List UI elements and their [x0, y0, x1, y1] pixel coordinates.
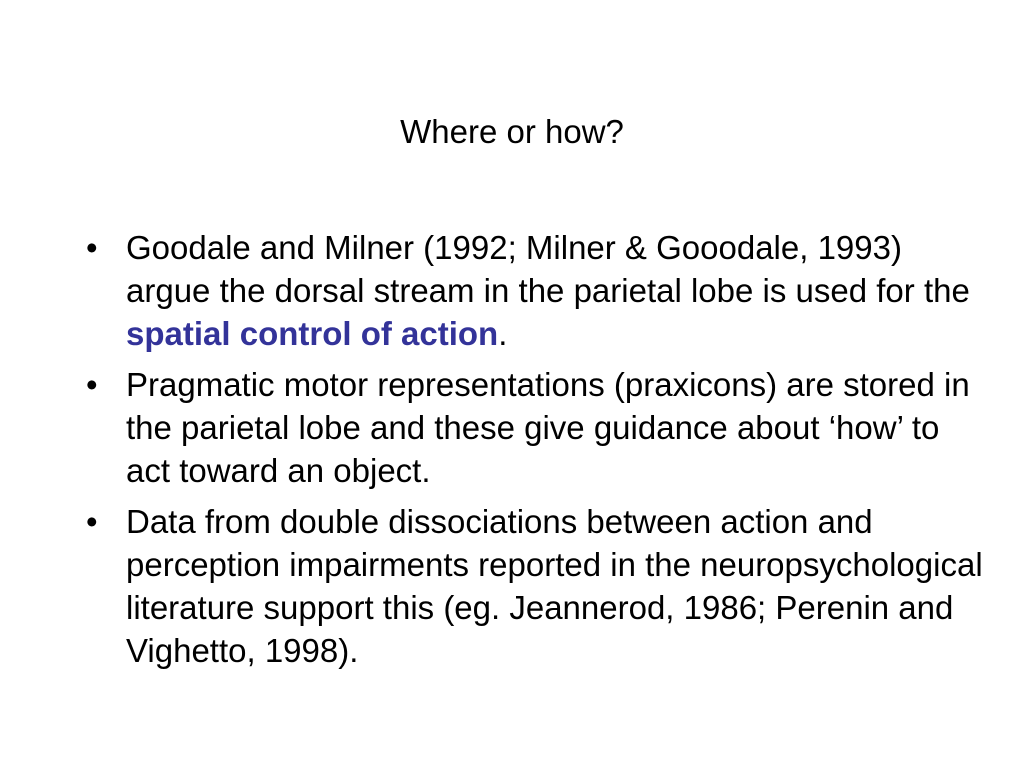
bullet-marker: •	[86, 366, 98, 403]
bullet-2-text: Pragmatic motor representations (praxicons) are stored in the parietal lobe and these give guidance about ‘how’ to act toward an object.	[126, 366, 970, 489]
bullet-item-3	[86, 500, 986, 672]
bullet-list	[86, 226, 986, 680]
bullet-3-text: Data from double dissociations between action and perception impairments reported in the neuropsychological literature support this (eg. Jeannerod, 1986; Perenin and Vighetto, 1998).	[126, 503, 983, 669]
bullet-marker: •	[86, 503, 98, 540]
bullet-marker: •	[86, 229, 98, 266]
slide-title: Where or how?	[400, 113, 624, 150]
bullet-item-2	[86, 363, 986, 492]
bullet-1-emphasis: spatial control of action	[126, 315, 499, 352]
bullet-item-1	[86, 226, 986, 355]
bullet-1-text-end: .	[498, 315, 508, 352]
bullet-1-text: Goodale and Milner (1992; Milner & Gooodale, 1993) argue the dorsal stream in the parietal lobe is used for the	[126, 229, 970, 309]
